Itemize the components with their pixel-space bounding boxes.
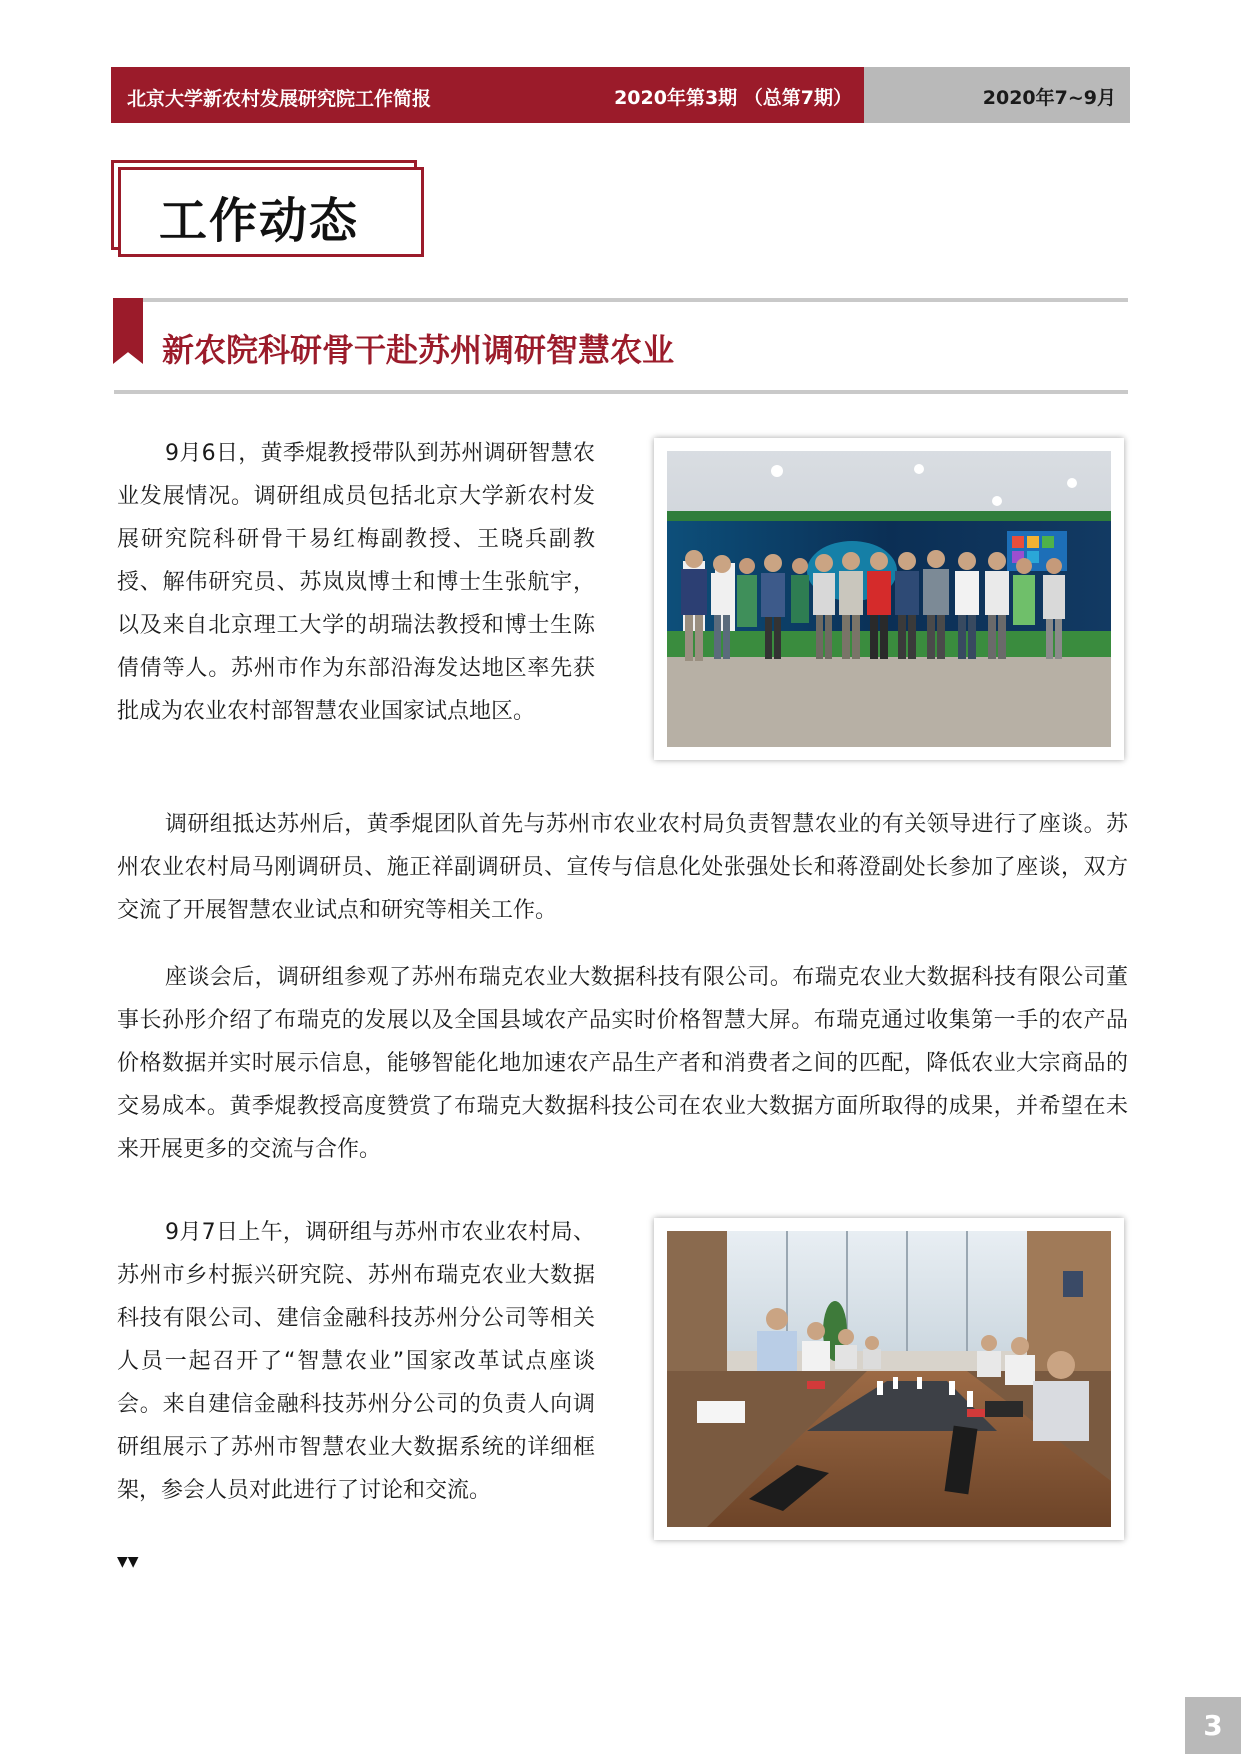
header-gray-band [864, 67, 1130, 123]
photo-meeting [654, 1218, 1124, 1540]
paragraph-2: 调研组抵达苏州后，黄季焜团队首先与苏州市农业农村局负责智慧农业的有关领导进行了座谈。苏州农业农村局马刚调研员、施正祥副调研员、宣传与信息化处张强处长和蒋澄副处长参加了座谈，双方交流了开展智慧农业试点和研究等相关工作。 [117, 812, 1128, 923]
paragraph-4: 9月7日上午，调研组与苏州市农业农村局、苏州市乡村振兴研究院、苏州布瑞克农业大数据科技有限公司、建信金融科技苏州分公司等相关人员一起召开了“智慧农业”国家改革试点座谈会。来自建信金融科技苏州分公司的负责人向调研组展示了苏州市智慧农业大数据系统的详细框架，参会人员对此进行了讨论和交流。 [117, 1220, 595, 1503]
page-number: 3 [1185, 1697, 1241, 1754]
corner-fold-icon [394, 171, 420, 197]
page-header [111, 67, 1130, 123]
publication-title: 北京大学新农村发展研究院工作简报 [127, 88, 432, 110]
title-rule-top [114, 298, 1128, 302]
section-title: 工作动态 [159, 193, 360, 249]
issue-number: 2020年第3期 （总第7期） [614, 87, 852, 109]
title-rule-bottom [114, 390, 1128, 394]
photo-group-visit-image [667, 451, 1111, 747]
issue-period: 2020年7~9月 [982, 87, 1116, 109]
header-red-band [111, 67, 864, 123]
bookmark-icon [113, 298, 143, 364]
paragraph-3: 座谈会后，调研组参观了苏州布瑞克农业大数据科技有限公司。布瑞克农业大数据科技有限公司董事长孙彤介绍了布瑞克的发展以及全国县域农产品实时价格智慧大屏。布瑞克通过收集第一手的农产品价格数据并实时展示信息，能够智能化地加速农产品生产者和消费者之间的匹配，降低农业大宗商品的交易成本。黄季焜教授高度赞赏了布瑞克大数据科技公司在农业大数据方面所取得的成果，并希望在未来开展更多的交流与合作。 [117, 965, 1128, 1162]
paragraph-1: 9月6日，黄季焜教授带队到苏州调研智慧农业发展情况。调研组成员包括北京大学新农村发展研究院科研骨干易红梅副教授、王晓兵副教授、解伟研究员、苏岚岚博士和博士生张航宇，以及来自北京理工大学的胡瑞法教授和博士生陈倩倩等人。苏州市作为东部沿海发达地区率先获批成为农业农村部智慧农业国家试点地区。 [117, 441, 595, 724]
article-title: 新农院科研骨干赴苏州调研智慧农业 [162, 331, 675, 369]
continue-down-icon: ▼▼ [117, 1554, 139, 1570]
photo-meeting-image [667, 1231, 1111, 1527]
section-label-box [111, 160, 425, 254]
photo-group-visit [654, 438, 1124, 760]
